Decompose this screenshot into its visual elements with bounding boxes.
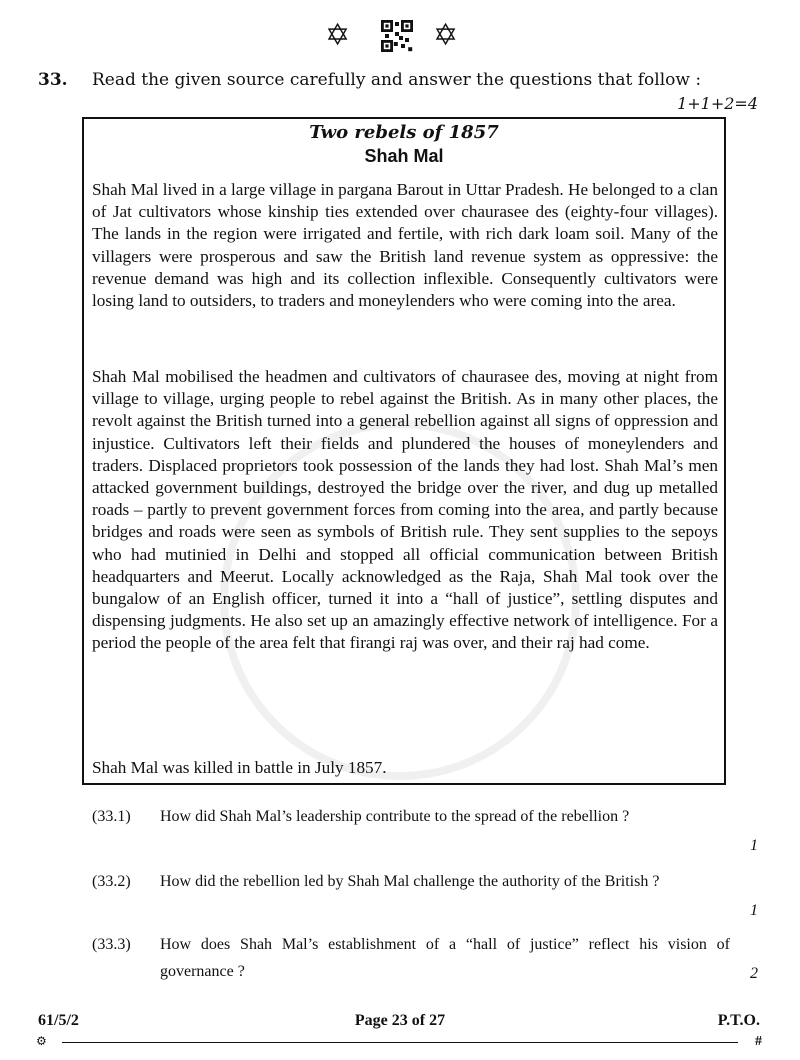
sub-question-marks: 1 <box>750 902 758 919</box>
question-marks: 1+1+2=4 <box>677 94 758 113</box>
sub-question-number: (33.2) <box>92 873 131 890</box>
question-number: 33. <box>38 70 68 90</box>
footer-divider <box>62 1042 738 1043</box>
sub-question-number: (33.1) <box>92 808 131 825</box>
sub-question-text: How does Shah Mal’s establishment of a “hall of justice” reflect his vision of governance ? <box>160 936 730 980</box>
sub-question-number: (33.3) <box>92 936 131 953</box>
source-paragraph: Shah Mal lived in a large village in pargana Barout in Uttar Pradesh. He belonged to a clan of Jat cultivators whose kinship ties extended over chaurasee des (eighty-four villages). The lands in the region were irrigated and fertile, with rich dark loam soil. Many of the villagers were prosperous and saw the British land revenue system as oppressive: the revenue demand was high and its collection inflexible. Consequently cultivators were losing land to outsiders, to traders and moneylenders who were coming into the area. <box>92 180 718 311</box>
sub-question-text: How did Shah Mal’s leadership contribute to the spread of the rebellion ? <box>160 808 630 825</box>
question-instruction: Read the given source carefully and answer the questions that follow : <box>92 70 702 90</box>
source-title: Two rebels of 1857 <box>309 122 499 143</box>
source-subtitle: Shah Mal <box>364 146 444 166</box>
paper-code: 61/5/2 <box>38 1012 79 1029</box>
star-of-david-icon: ✡ <box>433 18 459 53</box>
source-paragraph: Shah Mal was killed in battle in July 1857. <box>92 758 387 777</box>
gear-icon: ⚙ <box>36 1034 47 1048</box>
qr-code-icon <box>381 20 413 52</box>
sub-question-text: How did the rebellion led by Shah Mal challenge the authority of the British ? <box>160 873 660 890</box>
star-of-david-icon: ✡ <box>325 18 351 53</box>
sub-question-marks: 2 <box>750 965 758 982</box>
hash-mark: # <box>755 1034 762 1049</box>
pto-label: P.T.O. <box>717 1012 760 1029</box>
sub-question-marks: 1 <box>750 837 758 854</box>
source-paragraph: Shah Mal mobilised the headmen and cultivators of chaurasee des, moving at night from village to village, urging people to rebel against the British. As in many other places, the revolt against the British turned into a general rebellion against all signs of oppression and injustice. Cultivators left their fields and plundered the houses of moneylenders and traders. Displaced proprietors took possession of the lands they had lost. Shah Mal’s men attacked government buildings, destroyed the bridge over the river, and dug up metalled roads – partly to prevent government forces from coming into the area, and partly because bridges and roads were seen as symbols of British rule. They sent supplies to the sepoys who had mutinied in Delhi and stopped all official communication between British headquarters and Meerut. Locally acknowledged as the Raja, Shah Mal took over the bungalow of an English officer, turned it into a “hall of justice”, settling disputes and dispensing judgments. He also set up an amazingly effective network of intelligence. For a period the people of the area felt that firangi raj was over, and their raj had come. <box>92 367 718 653</box>
page-number: Page 23 of 27 <box>354 1012 446 1029</box>
page-header <box>0 18 800 58</box>
page-footer <box>0 1012 800 1052</box>
